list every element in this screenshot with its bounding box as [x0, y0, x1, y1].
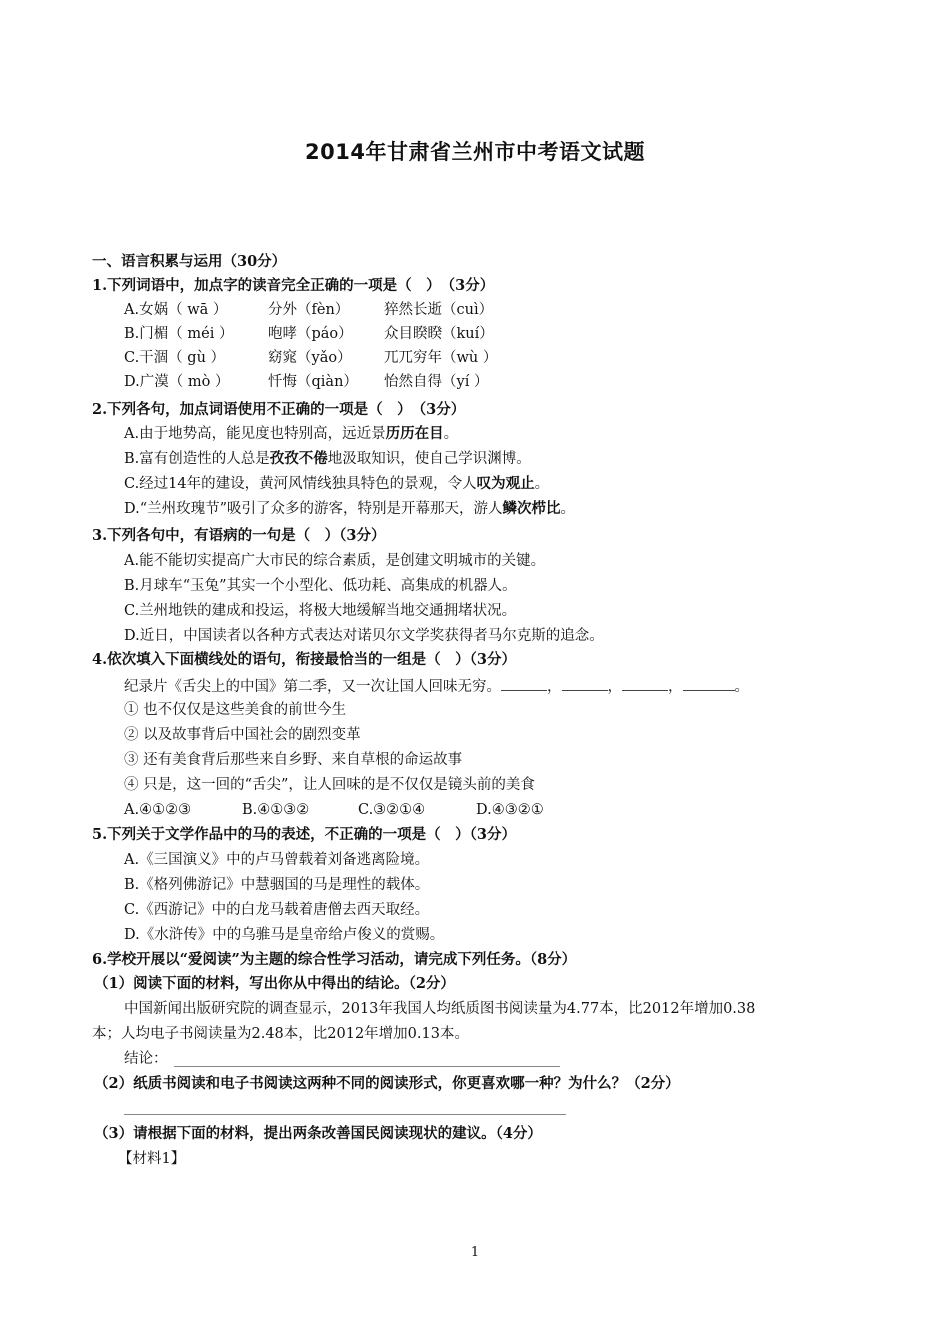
fill-blank-2[interactable] [562, 676, 608, 691]
fill-blank-1[interactable] [501, 676, 547, 691]
question-2-stem: 2.下列各句，加点词语使用不正确的一项是（ ） （3分） [92, 401, 466, 418]
q4-item-3: ③ 还有美食背后那些来自乡野、来自草根的命运故事 [124, 752, 463, 768]
q2-option-a: A.由于地势高，能见度也特别高，远近景历历在目。 [124, 425, 459, 442]
question-3-stem: 3.下列各句中，有语病的一句是（ ）（3分） [92, 527, 386, 544]
q3-option-c: C.兰州地铁的建成和投运，将极大地缓解当地交通拥堵状况。 [124, 603, 517, 619]
q6-conclusion-label: 结论： [124, 1051, 168, 1067]
q6-part-3: （3）请根据下面的材料，提出两条改善国民阅读现状的建议。（4分） [94, 1125, 542, 1142]
q2-option-d: D.“兰州玫瑰节”吸引了众多的游客，特别是开幕那天，游人鳞次栉比。 [124, 500, 576, 517]
q6-material-line-2: 本；人均电子书阅读量为2.48本，比2012年增加0.13本。 [92, 1026, 469, 1042]
q5-option-c: C.《西游记》中的白龙马载着唐僧去西天取经。 [124, 902, 430, 918]
q4-item-4: ④ 只是，这一回的“舌尖”，让人回味的是不仅仅是镜头前的美食 [124, 777, 535, 793]
q2-option-b: B.富有创造性的人总是孜孜不倦地汲取知识，使自己学识渊博。 [124, 450, 531, 467]
question-5-stem: 5.下列关于文学作品中的马的表述，不正确的一项是（ ）（3分） [92, 826, 516, 843]
exam-page: 2014年甘肃省兰州市中考语文试题 一、语言积累与运用（30分） 1.下列词语中，加点字的读音完全正确的一项是（ ） （3分） A.女娲（ wā ） 分外（fèn） 猝然长逝（cuì） B.门楣（ méi ） 咆哮（páo） 众目睽睽（kuí） C.干涸（ gù ） 窈窕（yǎo） 兀兀穷年（wù ） D.广漠（ mò ） 忏悔（qiàn） 怡然自得（yí ） 2.下列各句，加点词语使用不正确的一项是（ ） （3分） A.由于地势高，能见度也特别高，远近景历历在目。 B.富有创造性的人总是孜孜不倦地汲取知识，使自己学识渊博。 C.经过14年的建设，黄河风情线独具特色的景观，令人叹为观止。 D.“兰州玫瑰节”吸引了众多的游客，特别是开幕那天，游人鳞次栉比。 3.下列各句中，有语病的一句是（ ）（3分） A.能不能切实提高广大市民的综合素质，是创建文明城市的关键。 B.月球车“玉兔”其实一个小型化、低功耗、高集成的机器人。 C.兰州地铁的建成和投运，将极大地缓解当地交通拥堵状况。 D.近日，中国读者以各种方式表达对诺贝尔文学奖获得者马尔克斯的追念。 4.依次填入下面横线处的语句，衔接最恰当的一组是（ ）（3分） 纪录片《舌尖上的中国》第二季，又一次让国人回味无穷。 ， ， ， 。 ① 也不仅仅是这些美食的前世今生 ② 以及故事背后中国社会的剧烈变革 ③ 还有美食背后那些来自乡野、来自草根的命运故事 ④ 只是，这一回的“舌尖”，让人回味的是不仅仅是镜头前的美食 A.④①②③ B.④①③② C.③②①④ D.④③②① 5.下列关于文学作品中的马的表述，不正确的一项是（ ）（3分） A.《三国演义》中的卢马曾载着刘备逃离险境。 B.《格列佛游记》中慧骃国的马是理性的载体。 C.《西游记》中的白龙马载着唐僧去西天取经。 D.《水浒传》中的乌骓马是皇帝给卢俊义的赏赐。 6.学校开展以“爱阅读”为主题的综合性学习活动，请完成下列任务。（8分） （1）阅读下面的材料，写出你从中得出的结论。（2分） 中国新闻出版研究院的调查显示，2013年我国人均纸质图书阅读量为4.77本，比2012年增加0.38 本；人均电子书阅读量为2.48本，比2012年增加0.13本。 结论： （2）纸质书阅读和电子书阅读这两种不同的阅读形式，你更喜欢哪一种？为什么？（2分） （3）请根据下面的材料，提出两条改善国民阅读现状的建议。（4分） 【材料1】 1 [0, 0, 950, 1344]
section-heading: 一、语言积累与运用（30分） [92, 253, 287, 270]
page-title: 2014年甘肃省兰州市中考语文试题 [305, 140, 645, 164]
q4-item-2: ② 以及故事背后中国社会的剧烈变革 [124, 727, 361, 743]
fill-blank-4[interactable] [683, 676, 735, 691]
question-4-stem: 4.依次填入下面横线处的语句，衔接最恰当的一组是（ ）（3分） [92, 651, 516, 668]
material-1-label: 【材料1】 [118, 1151, 186, 1167]
question-6-stem: 6.学校开展以“爱阅读”为主题的综合性学习活动，请完成下列任务。（8分） [92, 951, 577, 968]
q4-item-1: ① 也不仅仅是这些美食的前世今生 [124, 702, 347, 718]
q4-lead-paragraph: 纪录片《舌尖上的中国》第二季，又一次让国人回味无穷。 ， ， ， 。 [124, 676, 749, 697]
q2-option-c: C.经过14年的建设，黄河风情线独具特色的景观，令人叹为观止。 [124, 475, 550, 492]
q3-option-a: A.能不能切实提高广大市民的综合素质，是创建文明城市的关键。 [124, 553, 546, 569]
q5-option-a: A.《三国演义》中的卢马曾载着刘备逃离险境。 [124, 852, 430, 868]
q6-part-2: （2）纸质书阅读和电子书阅读这两种不同的阅读形式，你更喜欢哪一种？为什么？（2分） [94, 1075, 680, 1092]
q3-option-d: D.近日，中国读者以各种方式表达对诺贝尔文学奖获得者马尔克斯的追念。 [124, 628, 604, 644]
question-1-stem: 1.下列词语中，加点字的读音完全正确的一项是（ ） （3分） [92, 277, 495, 294]
q3-option-b: B.月球车“玉兔”其实一个小型化、低功耗、高集成的机器人。 [124, 578, 517, 594]
q5-option-b: B.《格列佛游记》中慧骃国的马是理性的载体。 [124, 877, 430, 893]
q5-option-d: D.《水浒传》中的乌骓马是皇帝给卢俊义的赏赐。 [124, 927, 445, 943]
fill-blank-3[interactable] [622, 676, 668, 691]
q6-part-1: （1）阅读下面的材料，写出你从中得出的结论。（2分） [94, 975, 455, 992]
page-number: 1 [470, 1245, 480, 1260]
q6-material-line-1: 中国新闻出版研究院的调查显示，2013年我国人均纸质图书阅读量为4.77本，比2012年增加0.38 [124, 1001, 756, 1017]
part2-answer-line[interactable] [124, 1114, 566, 1115]
conclusion-answer-line[interactable] [174, 1066, 560, 1067]
